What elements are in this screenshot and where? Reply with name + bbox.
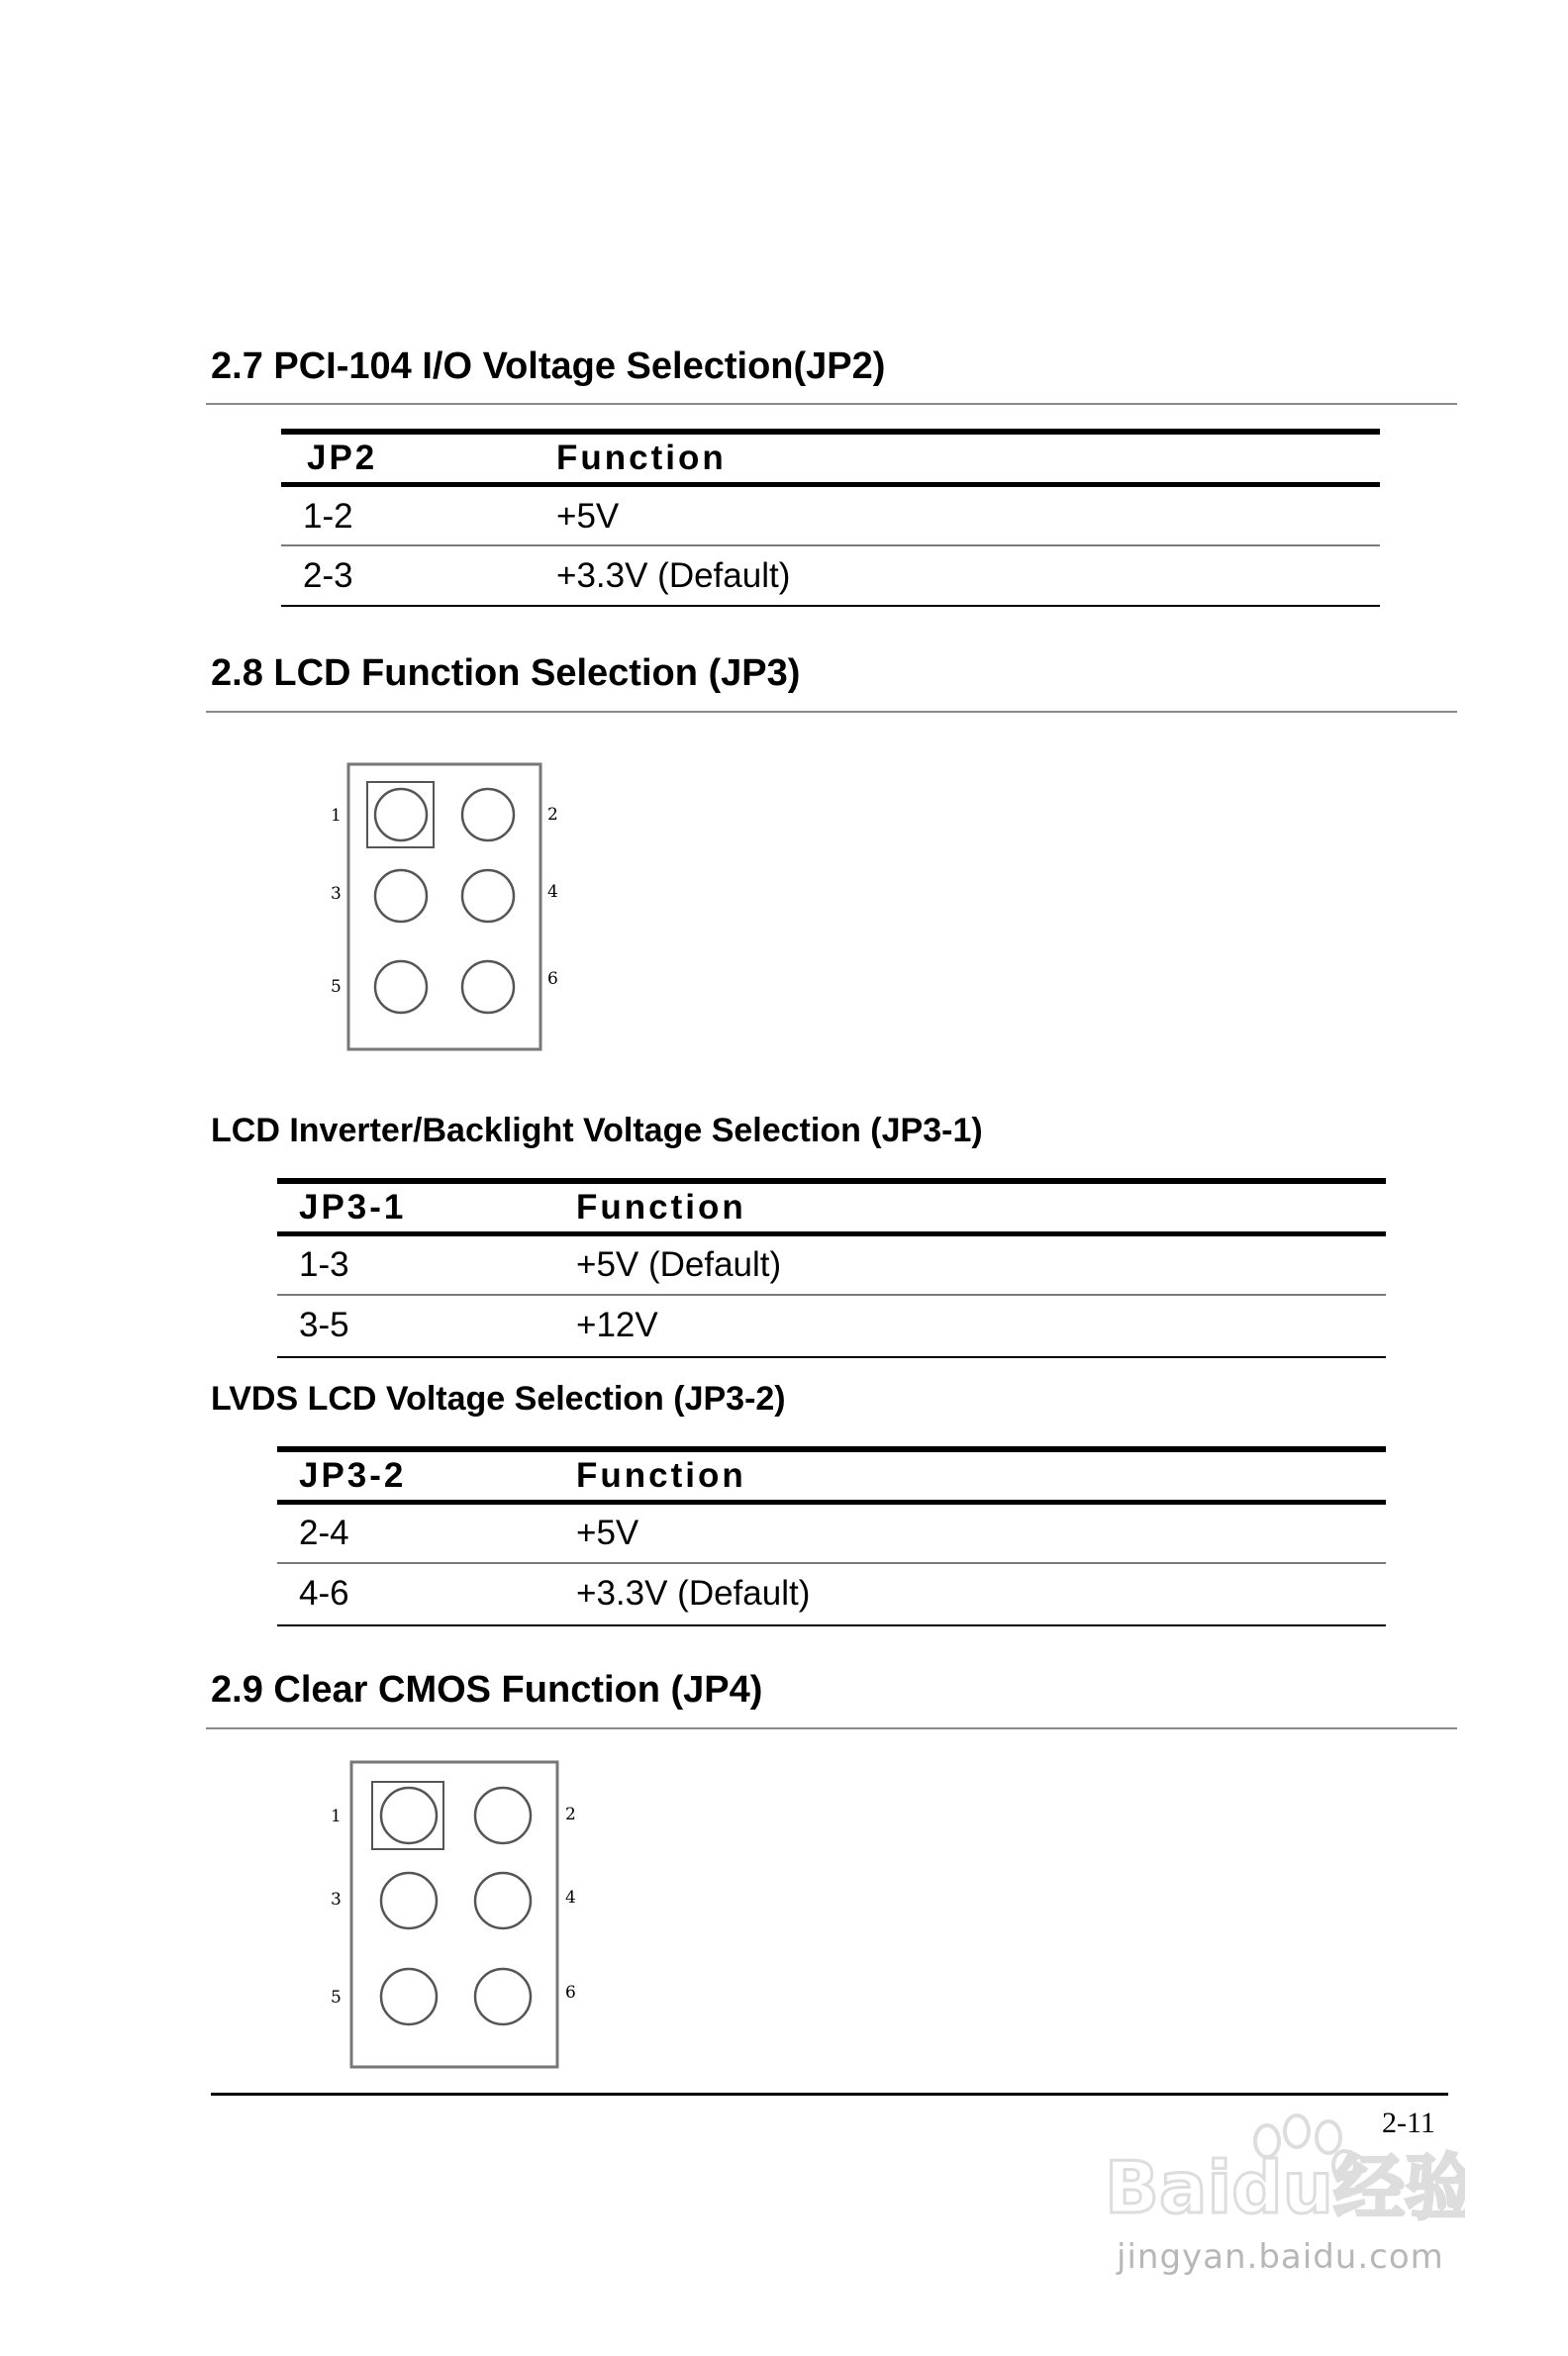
pin-5	[381, 1969, 437, 2024]
pin-label: 4	[547, 882, 558, 902]
table-row-rule	[277, 1294, 1386, 1296]
table-bottom-rule	[277, 1356, 1386, 1358]
table-top-rule	[277, 1178, 1386, 1184]
table-header-rule	[281, 482, 1380, 487]
pin1-marker-square	[372, 1782, 443, 1849]
pin-label: 1	[331, 806, 342, 826]
table-header-function: Function	[576, 1188, 746, 1227]
jp3-2-table	[277, 1446, 1386, 1626]
pin-label: 1	[331, 1807, 342, 1826]
pin-6	[462, 961, 514, 1013]
pin-1	[381, 1788, 437, 1843]
table-cell: 4-6	[299, 1574, 349, 1613]
table-bottom-rule	[281, 605, 1380, 607]
table-top-rule	[281, 429, 1380, 435]
table-header-jumper: JP3-2	[299, 1456, 407, 1495]
section-rule	[206, 403, 1457, 405]
subsection-heading-jp3-1: LCD Inverter/Backlight Voltage Selection (JP3-1)	[211, 1112, 983, 1149]
table-header-jumper: JP2	[307, 439, 378, 477]
table-bottom-rule	[277, 1624, 1386, 1626]
pin-2	[462, 789, 514, 840]
pin-label: 3	[331, 884, 342, 904]
pin-1	[375, 789, 427, 840]
pin-label: 2	[565, 1805, 576, 1824]
jp4-jumper-diagram	[325, 1760, 592, 2080]
table-header-function: Function	[576, 1456, 746, 1495]
table-cell: +3.3V (Default)	[556, 556, 791, 595]
table-cell: 1-3	[299, 1245, 349, 1284]
pin-label: 3	[331, 1890, 342, 1910]
watermark-brand-text: Baidu经验	[1105, 2146, 1465, 2229]
pin-label: 6	[547, 969, 558, 989]
table-header-function: Function	[556, 439, 727, 477]
jp3-jumper-diagram	[325, 762, 572, 1064]
section-rule	[206, 1727, 1457, 1729]
table-cell: +12V	[576, 1306, 658, 1344]
table-header-jumper: JP3-1	[299, 1188, 407, 1227]
table-cell: +3.3V (Default)	[576, 1574, 811, 1613]
page-number: 2-11	[1382, 2107, 1435, 2139]
pin-label: 2	[547, 805, 558, 825]
table-cell: +5V (Default)	[576, 1245, 782, 1284]
pin-5	[375, 961, 427, 1013]
section-heading-jp3: 2.8 LCD Function Selection (JP3)	[211, 652, 801, 694]
pin-label: 5	[331, 1988, 342, 2008]
pin-label: 5	[331, 977, 342, 997]
table-cell: +5V	[576, 1514, 639, 1552]
watermark-url: jingyan.baidu.com	[1117, 2237, 1444, 2277]
table-row-rule	[281, 544, 1380, 546]
table-cell: +5V	[556, 497, 620, 536]
subsection-heading-jp3-2: LVDS LCD Voltage Selection (JP3-2)	[211, 1380, 786, 1418]
section-heading-jp4: 2.9 Clear CMOS Function (JP4)	[211, 1669, 763, 1711]
baidu-watermark-logo	[1099, 2104, 1465, 2237]
section-rule	[206, 711, 1457, 713]
table-cell: 2-4	[299, 1514, 349, 1552]
pin-label: 6	[565, 1983, 576, 2003]
pin1-marker-square	[367, 782, 434, 847]
jp3-1-table	[277, 1178, 1386, 1358]
pin-3	[381, 1873, 437, 1928]
pin-3	[375, 870, 427, 922]
table-top-rule	[277, 1446, 1386, 1452]
footer-rule	[211, 2093, 1448, 2096]
table-cell: 3-5	[299, 1306, 349, 1344]
table-header-rule	[277, 1500, 1386, 1505]
section-heading-jp2: 2.7 PCI-104 I/O Voltage Selection(JP2)	[211, 345, 886, 387]
table-header-rule	[277, 1231, 1386, 1236]
pin-6	[475, 1969, 531, 2024]
table-row-rule	[277, 1562, 1386, 1564]
pin-4	[462, 870, 514, 922]
pin-label: 4	[565, 1888, 576, 1908]
table-cell: 1-2	[303, 497, 353, 536]
pin-4	[475, 1873, 531, 1928]
table-cell: 2-3	[303, 556, 353, 595]
pin-2	[475, 1788, 531, 1843]
jp2-table	[281, 429, 1380, 607]
